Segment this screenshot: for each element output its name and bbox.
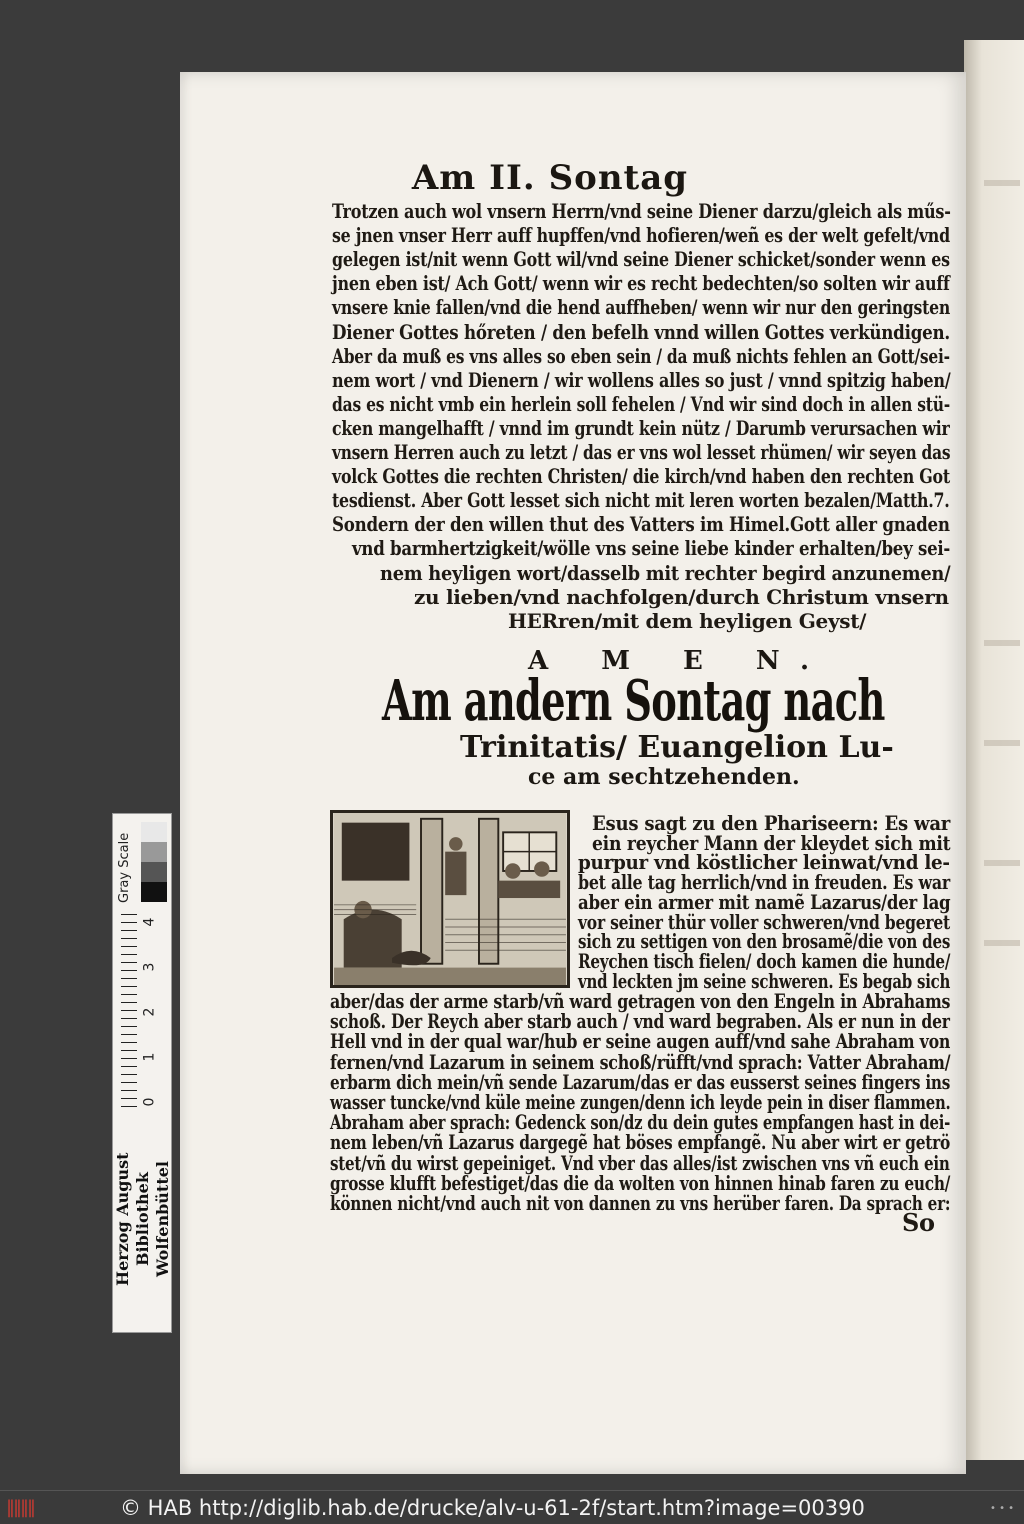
text-line: Sondern der den willen thut des Vatters im Himel.Gott aller gnaden bbox=[332, 512, 950, 537]
text-line: Trotzen auch wol vnsern Herrn/vnd seine Diener darzu/gleich als műs- bbox=[332, 199, 951, 223]
text-line: nem leben/vñ Lazarus dargegẽ hat böses empfangẽ. Nu aber wirt er getrö bbox=[330, 1130, 951, 1155]
institution-label bbox=[113, 1114, 171, 1324]
text-line: ein reycher Mann der kleydet sich mit bbox=[592, 830, 951, 855]
ruler-number: 4 bbox=[141, 917, 158, 927]
catchword: So bbox=[902, 1208, 935, 1237]
text-line: tesdienst. Aber Gott lesset sich nicht mit leren worten bezalen/Matth.7. bbox=[332, 488, 950, 513]
text-line: grosse klufft befestiget/das die da wolten von hinnen hinab faren zu euch/ bbox=[330, 1170, 951, 1195]
amen-line: A M E N. bbox=[528, 646, 832, 676]
text-line: gelegen ist/nit wenn Gott wil/vnd seine Diener schicket/sonder wenn es bbox=[332, 247, 950, 272]
text-line: stet/vñ du wirst gepeiniget. Vnd vber das alles/ist zwischen vns vñ euch ein bbox=[330, 1150, 950, 1175]
hab-logo-icon: ‖‖‖‖ bbox=[6, 1497, 34, 1518]
text-line: nem heyligen wort/dasselb mit rechter begird anzunemen/ bbox=[380, 560, 951, 585]
text-line: Hell vnd in der qual war/hub er seine augen auff/vnd sahe Abraham von bbox=[330, 1029, 951, 1054]
text-line: jnen eben ist/ Ach Gott/ wenn wir es recht bedechten/so solten wir auff bbox=[332, 271, 950, 296]
text-line: Aber da muß es vns alles so eben sein / da muß nichts fehlen an Gott/sei- bbox=[332, 343, 950, 368]
text-line: volck Gottes die rechten Christen/ die kirch/vnd haben den rechten Got bbox=[332, 464, 950, 489]
text-line: Abraham aber sprach: Gedenck son/dz du dein gutes empfangen hast in dei- bbox=[330, 1110, 951, 1135]
text-line: Esus sagt zu den Phariseern: Es war bbox=[592, 811, 951, 835]
text-line: vor seiner thür voller schweren/vnd begeret bbox=[578, 909, 951, 934]
color-reference-ruler bbox=[112, 813, 172, 1333]
institution-line-1: Herzog August Bibliothek bbox=[113, 1152, 152, 1286]
institution-line-2: Wolfenbüttel bbox=[153, 1161, 172, 1277]
text-line: das es nicht vmb ein herlein soll fehelen / Vnd wir sind doch in allen stü- bbox=[332, 391, 951, 416]
text-line: zu lieben/vnd nachfolgen/durch Christum vnsern bbox=[414, 584, 949, 609]
text-line: vnsere knie fallen/vnd die hend auffheben/ wenn wir nur den geringsten bbox=[332, 295, 950, 320]
copyright-url[interactable]: © HAB http://diglib.hab.de/drucke/alv-u-61-2f/start.htm?image=00390 bbox=[120, 1496, 865, 1520]
section-subheading-1: Trinitatis/ Euangelion Lu- bbox=[460, 730, 894, 765]
woodcut-rich-man-lazarus-image bbox=[333, 813, 567, 985]
text-line: wasser tuncke/vnd küle meine zungen/denn ich leyde pein in diser flammen. bbox=[330, 1090, 951, 1114]
text-line: cken mangelhafft / vnnd im grundt kein nütz / Darumb verursachen wir bbox=[332, 415, 950, 440]
text-line: HERren/mit dem heyligen Geyst/ bbox=[508, 608, 867, 633]
gray-scale-label: Gray Scale bbox=[117, 832, 132, 904]
section-subheading-2: ce am sechtzehenden. bbox=[528, 764, 800, 790]
ruler-numbers bbox=[143, 914, 169, 1114]
text-line: Reychen tisch fielen/ doch kamen die hunde/ bbox=[578, 948, 951, 973]
section-heading: Am andern Sontag nach bbox=[382, 668, 885, 734]
text-line: vnsern Herren auch zu letzt / das er vns wol lesset rhümen/ wir seyen das bbox=[332, 440, 951, 464]
text-line: bet alle tag herrlich/vnd in freuden. Es war bbox=[578, 870, 950, 895]
text-line: vnd leckten jm seine schweren. Es begab sich bbox=[578, 968, 951, 993]
footer-bar bbox=[0, 1490, 1024, 1524]
running-head: Am II. Sontag bbox=[411, 158, 689, 198]
ruler-number: 0 bbox=[141, 1097, 158, 1107]
text-line: erbarm dich mein/vñ sende Lazarum/das er das eusserst seines fingers ins bbox=[330, 1069, 951, 1094]
text-line: sich zu settigen von den brosamẽ/die von des bbox=[578, 929, 951, 954]
ruler-number: 1 bbox=[141, 1052, 158, 1062]
text-line: aber ein armer mit namẽ Lazarus/der lag bbox=[578, 889, 951, 914]
woodcut-illustration bbox=[330, 810, 570, 988]
text-line: können nicht/vnd auch nit von dannen zu vns herüber faren. Da sprach er: bbox=[330, 1191, 951, 1215]
gray-scale-swatches bbox=[141, 822, 167, 902]
text-line: vnd barmhertzigkeit/wölle vns seine liebe kinder erhalten/bey sei- bbox=[352, 536, 951, 561]
facing-page-edge bbox=[964, 40, 1024, 1460]
text-line: fernen/vnd Lazarum in seinem schoß/rüfft/vnd sprach: Vatter Abraham/ bbox=[330, 1049, 951, 1074]
text-line: Diener Gottes hőreten / den befelh vnnd willen Gottes verkündigen. bbox=[332, 319, 950, 344]
ruler-number: 3 bbox=[141, 962, 158, 972]
footer-dots-icon: • • • bbox=[990, 1503, 1015, 1514]
ruler-ticks bbox=[121, 914, 137, 1114]
text-line: aber/das der arme starb/vñ ward getragen von den Engeln in Abrahams bbox=[330, 989, 951, 1013]
text-line: purpur vnd köstlicher leinwat/vnd le- bbox=[578, 850, 950, 875]
text-line: se jnen vnser Herr auff hupffen/vnd hofieren/weñ es der welt gefelt/vnd bbox=[332, 223, 950, 248]
text-line: schoß. Der Reych aber starb auch / vnd ward begraben. Als er nun in der bbox=[330, 1009, 950, 1034]
text-line: nem wort / vnd Dienern / wir wollens alles so just / vnnd spitzig haben/ bbox=[332, 367, 951, 392]
ruler-number: 2 bbox=[141, 1007, 158, 1017]
